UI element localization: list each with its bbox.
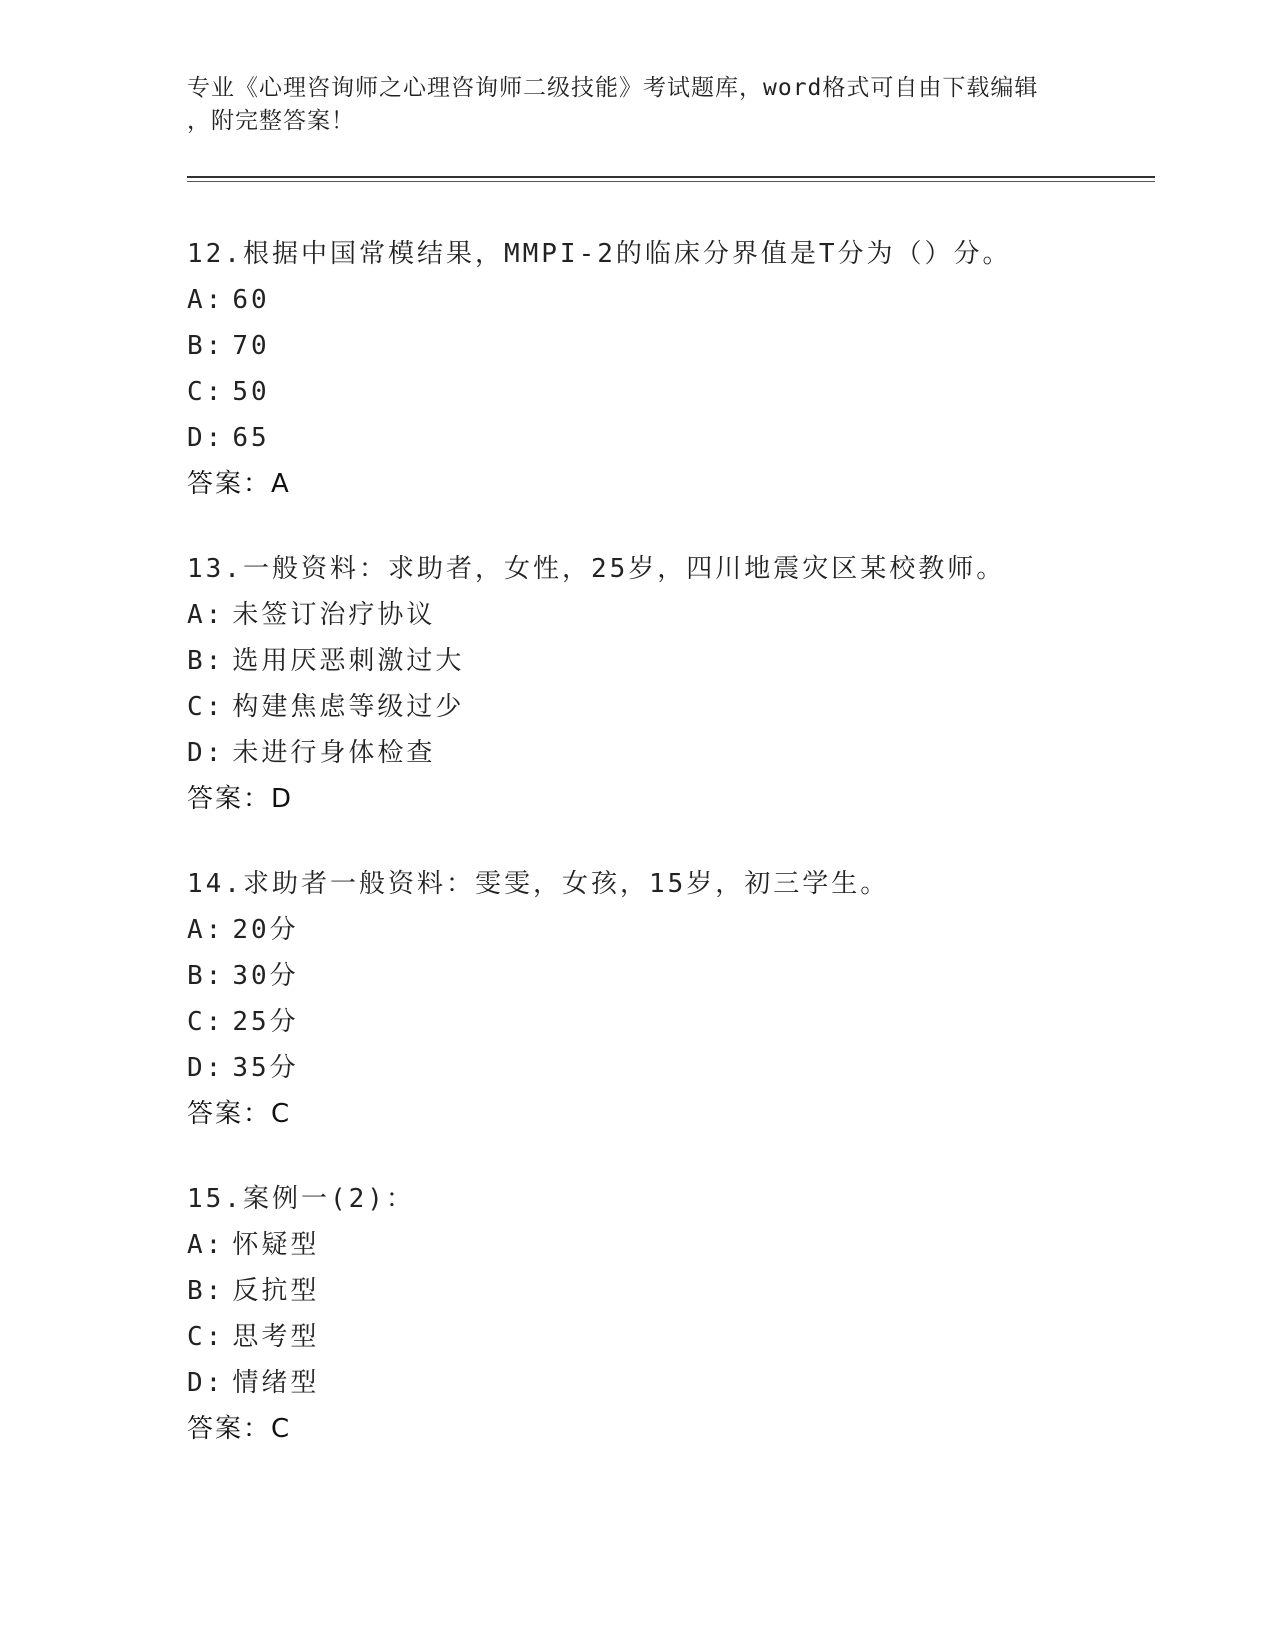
option-letter: C [187, 692, 206, 722]
option-separator: : [205, 1007, 225, 1037]
option-text: 50 [232, 377, 270, 407]
option-text: 未进行身体检查 [232, 738, 436, 768]
option-a [187, 907, 1087, 953]
option-separator: : [205, 600, 225, 630]
option-text: 选用厌恶刺激过大 [232, 646, 465, 676]
option-text: 怀疑型 [232, 1230, 320, 1260]
answer-line: 答案：C [187, 1414, 292, 1444]
option-separator: : [205, 646, 225, 676]
option-separator: : [205, 423, 225, 453]
option-letter: A [187, 1230, 206, 1260]
question-12 [187, 231, 1087, 507]
option-text: 未签订治疗协议 [232, 600, 436, 630]
answer-line: 答案：C [187, 1099, 292, 1129]
option-b [187, 1268, 1087, 1314]
document-header [187, 72, 1067, 138]
option-letter: B [187, 961, 206, 991]
question-title: 15.案例一(2)： [187, 1184, 415, 1214]
option-d [187, 1045, 1087, 1091]
header-line-1: 专业《心理咨询师之心理咨询师二级技能》考试题库，word格式可自由下载编辑 [187, 75, 1039, 101]
option-text: 20分 [232, 915, 299, 945]
option-b [187, 638, 1087, 684]
option-separator: : [205, 1230, 225, 1260]
question-13 [187, 546, 1087, 822]
option-letter: B [187, 1276, 206, 1306]
option-a [187, 277, 1087, 323]
option-separator: : [205, 377, 225, 407]
option-d [187, 1360, 1087, 1406]
header-divider-thick [187, 176, 1155, 178]
option-separator: : [205, 738, 225, 768]
answer-line: 答案：D [187, 784, 294, 814]
option-letter: D [187, 738, 206, 768]
question-title: 14.求助者一般资料：雯雯，女孩，15岁，初三学生。 [187, 869, 890, 899]
option-a [187, 592, 1087, 638]
option-letter: A [187, 915, 206, 945]
option-separator: : [205, 331, 225, 361]
option-c [187, 369, 1087, 415]
option-letter: D [187, 1368, 206, 1398]
option-letter: C [187, 1007, 206, 1037]
question-14 [187, 861, 1087, 1137]
option-c [187, 1314, 1087, 1360]
answer-line: 答案：A [187, 469, 291, 499]
option-text: 情绪型 [232, 1368, 320, 1398]
option-letter: B [187, 331, 206, 361]
option-letter: D [187, 423, 206, 453]
option-text: 60 [232, 285, 270, 315]
option-text: 反抗型 [232, 1276, 320, 1306]
question-15 [187, 1176, 1087, 1452]
option-text: 70 [232, 331, 270, 361]
option-text: 65 [232, 423, 270, 453]
option-d [187, 415, 1087, 461]
option-a [187, 1222, 1087, 1268]
option-separator: : [205, 1368, 225, 1398]
option-text: 思考型 [232, 1322, 320, 1352]
option-d [187, 730, 1087, 776]
option-letter: C [187, 377, 206, 407]
option-text: 35分 [232, 1053, 299, 1083]
option-letter: A [187, 600, 206, 630]
option-text: 25分 [232, 1007, 299, 1037]
option-b [187, 323, 1087, 369]
header-divider-thin [187, 181, 1155, 182]
option-separator: : [205, 285, 225, 315]
option-text: 构建焦虑等级过少 [232, 692, 465, 722]
option-letter: C [187, 1322, 206, 1352]
option-letter: B [187, 646, 206, 676]
option-separator: : [205, 1053, 225, 1083]
option-separator: : [205, 961, 225, 991]
option-separator: : [205, 692, 225, 722]
question-title: 13.一般资料：求助者，女性，25岁，四川地震灾区某校教师。 [187, 554, 1006, 584]
option-letter: A [187, 285, 206, 315]
option-separator: : [205, 1276, 225, 1306]
option-c [187, 684, 1087, 730]
option-c [187, 999, 1087, 1045]
option-b [187, 953, 1087, 999]
option-text: 30分 [232, 961, 299, 991]
option-separator: : [205, 915, 225, 945]
question-title: 12.根据中国常模结果，MMPI-2的临床分界值是T分为（）分。 [187, 239, 1012, 269]
option-letter: D [187, 1053, 206, 1083]
option-separator: : [205, 1322, 225, 1352]
header-line-2: ，附完整答案！ [187, 108, 355, 134]
